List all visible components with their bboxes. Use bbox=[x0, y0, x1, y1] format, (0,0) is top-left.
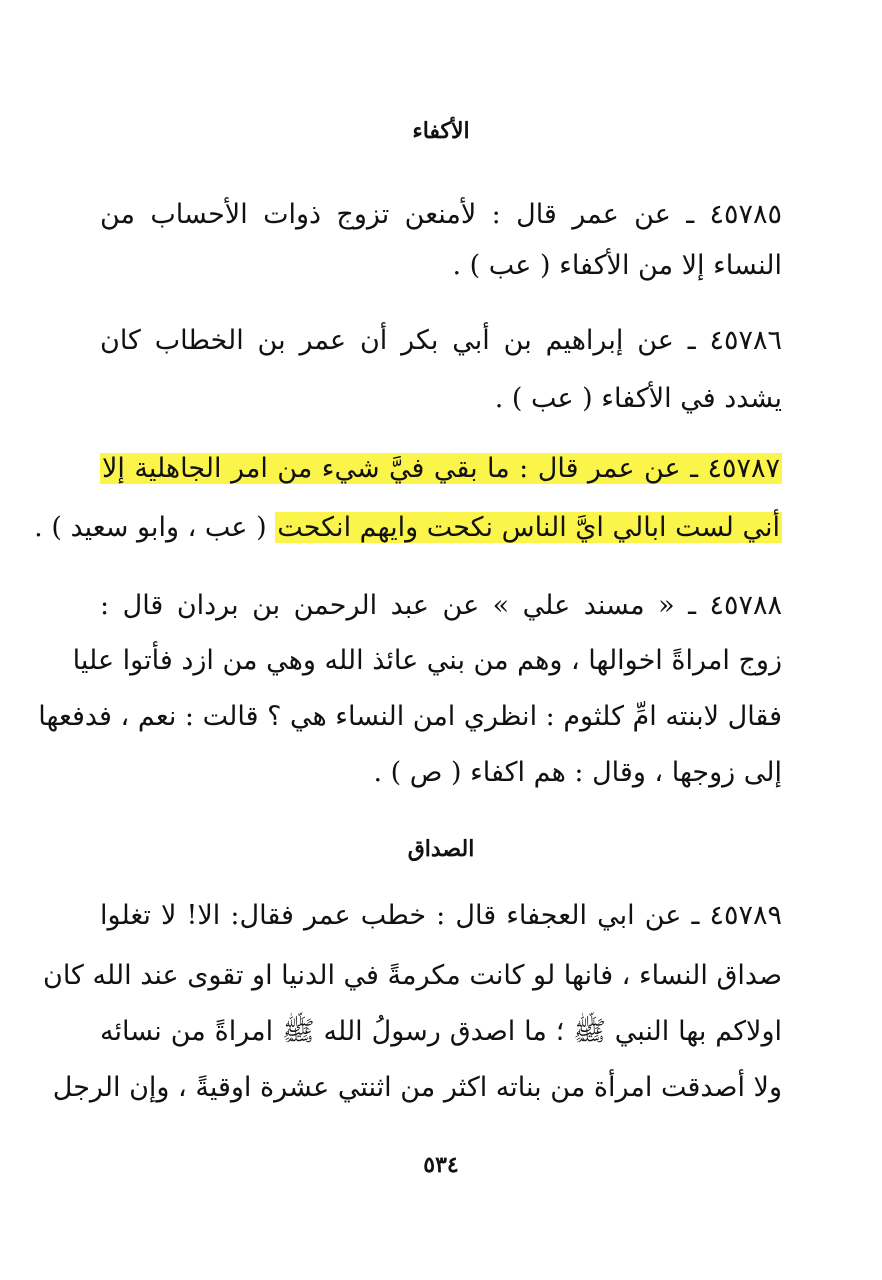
hadith-45787-line-2 bbox=[34, 505, 782, 551]
hadith-45789-line-4: ولا أصدقت امرأة من بناته اكثر من اثنتي عشرة اوقيةً ، وإن الرجل bbox=[52, 1072, 782, 1103]
section-heading-akfaa: الأكفاء bbox=[412, 118, 470, 144]
hadith-45786-line-2: يشدد في الأكفاء ( عب ) . bbox=[494, 383, 782, 414]
highlighted-text: ٤٥٧٨٧ ـ عن عمر قال : ما بقي فيَّ شيء من امر الجاهلية إلا bbox=[102, 453, 780, 484]
section-heading-sadaq: الصداق bbox=[407, 836, 475, 862]
hadith-45789-line-2: صداق النساء ، فانها لو كانت مكرمةً في الدنيا او تقوى عند الله كان bbox=[42, 960, 782, 991]
hadith-45786-line-1: ٤٥٧٨٦ ـ عن إبراهيم بن أبي بكر أن عمر بن الخطاب كان bbox=[100, 325, 782, 356]
hadith-45788-line-1: ٤٥٧٨٨ ـ « مسند علي » عن عبد الرحمن بن بردان قال : bbox=[100, 590, 782, 621]
hadith-45789-line-3: اولاكم بها النبي ﷺ ؛ ما اصدق رسولُ الله ﷺ امراةً من نسائه bbox=[100, 1016, 782, 1047]
hadith-45787-line-1 bbox=[100, 446, 782, 492]
highlighted-text: أني لست ابالي ايَّ الناس نكحت وايهم انكحت bbox=[277, 512, 780, 543]
page-number: ٥٣٤ bbox=[423, 1152, 459, 1178]
hadith-45785-line-1: ٤٥٧٨٥ ـ عن عمر قال : لأمنعن تزوج ذوات الأحساب من bbox=[100, 199, 782, 230]
citation: ( عب ، وابو سعيد ) . bbox=[34, 512, 267, 543]
hadith-45789-line-1: ٤٥٧٨٩ ـ عن ابي العجفاء قال : خطب عمر فقال: الا! لا تغلوا bbox=[100, 900, 782, 931]
hadith-45785-line-2: النساء إلا من الأكفاء ( عب ) . bbox=[452, 250, 782, 281]
hadith-45788-line-3: فقال لابنته امِّ كلثوم : انظري امن النساء هي ؟ قالت : نعم ، فدفعها bbox=[38, 701, 782, 732]
hadith-45788-line-4: إلى زوجها ، وقال : هم اكفاء ( ص ) . bbox=[373, 757, 782, 788]
hadith-45788-line-2: زوج امراةً اخوالها ، وهم من بني عائذ الله وهي من ازد فأتوا عليا bbox=[72, 645, 782, 676]
